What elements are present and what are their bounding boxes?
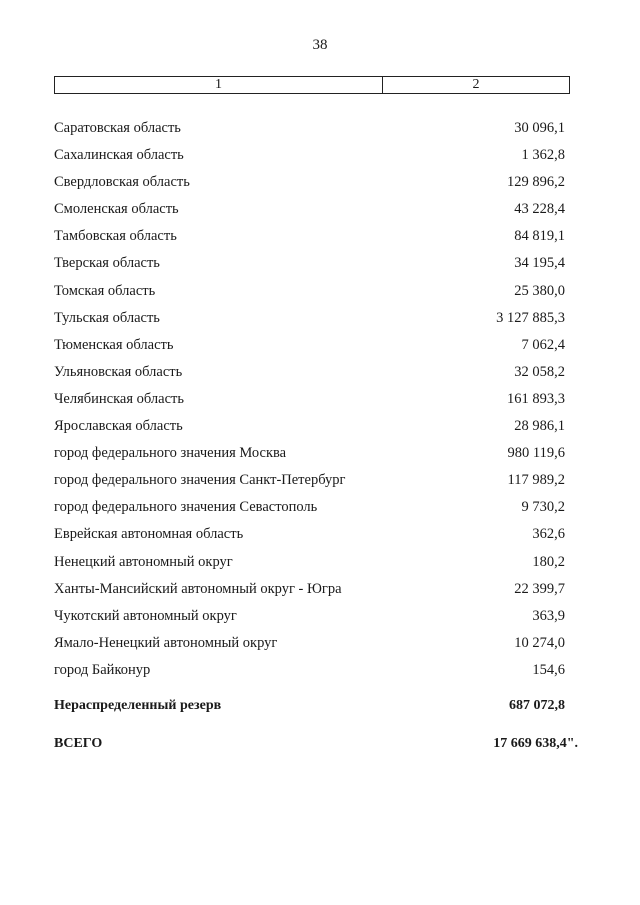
table-row <box>54 199 565 226</box>
table-row <box>54 660 565 687</box>
table-row <box>54 552 565 579</box>
region-value: 43 228,4 <box>514 201 565 218</box>
reserve-value: 687 072,8 <box>509 698 565 713</box>
region-name: Сахалинская область <box>54 147 184 164</box>
total-value: 17 669 638,4". <box>493 736 578 751</box>
table-row <box>54 497 565 524</box>
region-value: 180,2 <box>532 553 565 570</box>
table-row <box>54 118 565 145</box>
table-row <box>54 226 565 253</box>
region-value: 362,6 <box>532 526 565 543</box>
table-row <box>54 633 565 660</box>
region-value: 129 896,2 <box>507 174 565 191</box>
region-value: 28 986,1 <box>514 418 565 435</box>
region-name: Тульская область <box>54 309 160 326</box>
table-row <box>54 335 565 362</box>
region-list <box>54 118 565 687</box>
table-row <box>54 281 565 308</box>
region-value: 980 119,6 <box>507 445 565 462</box>
header-column-2: 2 <box>472 77 480 92</box>
region-name: Свердловская область <box>54 174 190 191</box>
region-value: 10 274,0 <box>514 634 565 651</box>
table-header <box>54 76 570 94</box>
header-column-1: 1 <box>55 77 383 93</box>
region-value: 25 380,0 <box>514 282 565 299</box>
table-row <box>54 579 565 606</box>
page-number: 38 <box>312 37 328 53</box>
region-name: Тверская область <box>54 255 160 272</box>
region-name: город Байконур <box>54 661 151 678</box>
region-value: 161 893,3 <box>507 390 565 407</box>
table-row <box>54 443 565 470</box>
table-row <box>54 606 565 633</box>
region-name: Смоленская область <box>54 201 179 218</box>
table-row <box>54 416 565 443</box>
table-row <box>54 308 565 335</box>
region-name: Ненецкий автономный округ <box>54 553 233 570</box>
region-name: Ханты-Мансийский автономный округ - Югра <box>54 580 342 597</box>
region-name: Чукотский автономный округ <box>54 607 237 624</box>
table-row <box>54 362 565 389</box>
region-name: Ульяновская область <box>54 363 183 380</box>
region-name: Челябинская область <box>54 390 184 407</box>
region-value: 3 127 885,3 <box>496 309 565 326</box>
region-name: город федерального значения Москва <box>54 445 287 462</box>
reserve-label: Нераспределенный резерв <box>54 698 222 713</box>
region-name: Томская область <box>54 282 156 299</box>
region-name: Тамбовская область <box>54 228 177 245</box>
region-name: город федерального значения Санкт-Петербург <box>54 472 346 489</box>
region-value: 34 195,4 <box>514 255 565 272</box>
region-value: 117 989,2 <box>507 472 565 489</box>
region-name: Ямало-Ненецкий автономный округ <box>54 634 278 651</box>
table-row <box>54 470 565 497</box>
region-value: 7 062,4 <box>521 336 565 353</box>
table-row <box>54 389 565 416</box>
table-row <box>54 172 565 199</box>
table-row <box>54 145 565 172</box>
region-value: 30 096,1 <box>514 120 565 136</box>
region-value: 32 058,2 <box>514 363 565 380</box>
region-name: Еврейская автономная область <box>54 526 244 543</box>
total-label: ВСЕГО <box>54 736 103 751</box>
region-value: 84 819,1 <box>514 228 565 245</box>
region-value: 9 730,2 <box>521 499 565 516</box>
region-name: Ярославская область <box>54 418 183 435</box>
region-value: 22 399,7 <box>514 580 565 597</box>
region-value: 363,9 <box>532 607 565 624</box>
region-name: город федерального значения Севастополь <box>54 499 318 516</box>
table-row <box>54 524 565 551</box>
table-row <box>54 253 565 280</box>
region-name: Саратовская область <box>54 120 181 136</box>
region-value: 154,6 <box>532 661 565 678</box>
region-value: 1 362,8 <box>521 147 565 164</box>
region-name: Тюменская область <box>54 336 174 353</box>
